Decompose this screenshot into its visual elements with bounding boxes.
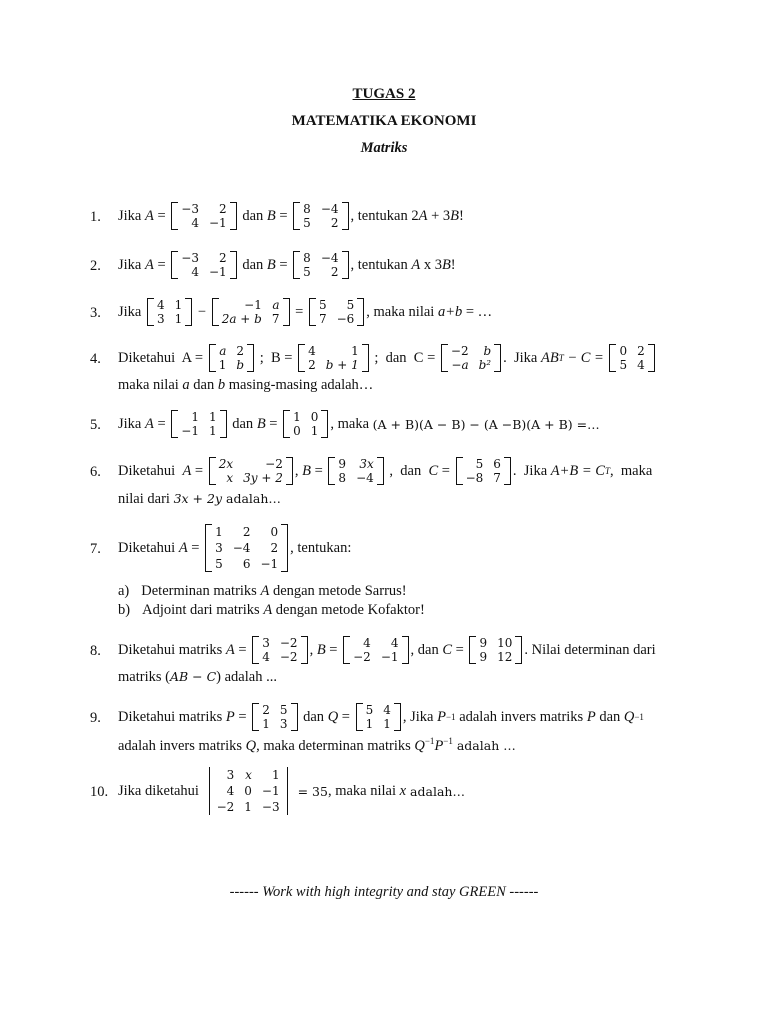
matrix-c: 5 6 −8 7 (456, 457, 511, 485)
question-number: 9. (90, 710, 101, 726)
var: B (302, 462, 311, 479)
text: , maka (610, 462, 653, 479)
text: = (310, 462, 327, 479)
var: A (182, 462, 192, 479)
superscript: T (604, 466, 610, 476)
matrix-a: 1 1 −1 1 (171, 410, 226, 438)
superscript: T (558, 353, 564, 363)
text: = (338, 708, 354, 725)
text: = (325, 641, 342, 658)
var: Q (327, 708, 339, 725)
text: Diketahui matriks (118, 708, 226, 725)
var: P (225, 708, 235, 725)
text: . Jika (512, 462, 551, 479)
var: A (225, 641, 235, 658)
var: A (178, 539, 188, 556)
var: A (144, 415, 154, 432)
question-7b: b) Adjoint dari matriks A dengan metode Kofaktor! (118, 602, 425, 618)
text: Jika (118, 207, 145, 224)
text: = (234, 641, 251, 658)
matrix-b: 4 4 −2 −1 (343, 636, 408, 664)
text: dan (595, 708, 624, 725)
matrix-2: −1 a 2a + b 7 (212, 298, 290, 326)
text: , Jika (402, 708, 438, 725)
question-9-line2: adalah invers matriks Q, maka determinan matriks $Q^{-1}P^{-1}$ adalah … (118, 736, 516, 754)
question-6-line2: nilai dari 3x + 2y adalah… (118, 491, 281, 507)
determinant: 3 x 1 4 0 −1 −2 1 −3 (205, 767, 292, 815)
matrix-a: a 2 1 b (209, 344, 254, 372)
var: B (256, 415, 266, 432)
var: P (586, 708, 596, 725)
var: A (411, 256, 421, 273)
text: ; B = (256, 349, 297, 366)
text: , maka nilai (366, 303, 438, 320)
text: = (265, 415, 282, 432)
topic-title: Matriks (360, 140, 408, 156)
text: + 3 (427, 207, 451, 224)
matrix-a: 2x −2 x 3y + 2 (209, 457, 293, 485)
text: = (291, 303, 307, 320)
text: = … (462, 303, 493, 320)
question-number: 2. (90, 258, 101, 274)
matrix-a: 3 −2 4 −2 (252, 636, 307, 664)
question-number: 10. (90, 784, 109, 800)
var: AB (540, 349, 559, 366)
text: = (234, 708, 251, 725)
question-3 (118, 298, 492, 326)
text: Diketahui matriks (118, 641, 226, 658)
superscript: −1 (445, 712, 456, 722)
text: ! (458, 207, 464, 224)
matrix-3: 5 5 7 −6 (309, 298, 364, 326)
matrix-b: 8 −4 5 2 (293, 202, 348, 230)
text: , tentukan 2 (350, 207, 419, 224)
text: Jika (118, 415, 145, 432)
text: dan (238, 256, 267, 273)
footer-note: ------ Work with high integrity and stay GREEN ------ (229, 884, 539, 900)
text: = (438, 462, 454, 479)
text: Jika diketahui (118, 782, 203, 799)
question-7 (118, 524, 351, 572)
text: dan (238, 207, 267, 224)
text: x 3 (420, 256, 442, 273)
matrix-q: 5 4 1 1 (356, 703, 401, 731)
question-9 (118, 703, 644, 731)
matrix-c: 9 10 9 12 (469, 636, 522, 664)
var: x (399, 782, 407, 799)
var: B (316, 641, 326, 658)
text: dan (228, 415, 257, 432)
text: , (294, 462, 303, 479)
text: , maka nilai (327, 782, 400, 799)
text: ! (450, 256, 456, 273)
question-6 (118, 457, 652, 485)
text: dan (299, 708, 328, 725)
text: ; dan C = (370, 349, 439, 366)
text: , tentukan (350, 256, 412, 273)
text: = (153, 256, 170, 273)
text: = (275, 207, 292, 224)
question-7a: a) Determinan matriks A dengan metode Sarrus! (118, 583, 407, 599)
question-10 (118, 767, 465, 815)
var: B (450, 207, 459, 224)
text: Diketahui A = (118, 349, 207, 366)
question-4-line2: maka nilai a dan b masing-masing adalah… (118, 377, 374, 393)
text: = (153, 207, 170, 224)
matrix-b: 8 −4 5 2 (293, 251, 348, 279)
text: . Jika (503, 349, 541, 366)
var: C (442, 641, 452, 658)
matrix-p: 2 5 1 3 (252, 703, 297, 731)
var: Q (623, 708, 635, 725)
text: , maka (330, 415, 373, 432)
matrix-result: 0 2 5 4 (609, 344, 654, 372)
question-number: 7. (90, 541, 101, 557)
matrix-b: 1 0 0 1 (283, 410, 328, 438)
text: = (452, 641, 468, 658)
var: A (144, 256, 154, 273)
text: Jika (118, 303, 145, 320)
question-number: 8. (90, 643, 101, 659)
text: . Nilai determinan dari (524, 641, 656, 658)
question-4 (118, 344, 657, 372)
matrix-a: 1 2 0 3 −4 2 5 6 −1 (205, 524, 288, 572)
question-8 (118, 636, 656, 664)
question-5 (118, 410, 600, 438)
var: A (144, 207, 154, 224)
subject-title: MATEMATIKA EKONOMI (291, 113, 477, 129)
text: Jika (118, 256, 145, 273)
matrix-c: −2 b −a b² (441, 344, 501, 372)
superscript: −1 (634, 712, 644, 722)
matrix-a: −3 2 4 −1 (171, 251, 236, 279)
var: P (437, 708, 446, 725)
expression: (A + B)(A − B) − (A −B)(A + B) =… (372, 416, 600, 432)
text: , dan (385, 462, 429, 479)
text: − (194, 303, 210, 320)
question-number: 6. (90, 464, 101, 480)
var: B (266, 207, 276, 224)
text: Diketahui (118, 539, 179, 556)
text: − C = (563, 349, 608, 366)
question-number: 3. (90, 305, 101, 321)
question-8-line2: matriks (AB − C) adalah ... (118, 669, 277, 685)
text: , (309, 641, 317, 658)
question-number: 4. (90, 351, 101, 367)
expression: A+B = C (550, 462, 605, 479)
question-1 (118, 202, 464, 230)
question-2 (118, 251, 456, 279)
var: a+b (437, 303, 463, 320)
text: = (153, 415, 170, 432)
var: B (441, 256, 451, 273)
text: Diketahui (118, 462, 183, 479)
text: , dan (410, 641, 443, 658)
question-number: 1. (90, 209, 101, 225)
matrix-1: 4 1 3 1 (147, 298, 192, 326)
matrix-a: −3 2 4 −1 (171, 202, 236, 230)
var: B (266, 256, 276, 273)
matrix-b: 4 1 2 b + 1 (298, 344, 369, 372)
var: A (418, 207, 428, 224)
text: = (275, 256, 292, 273)
matrix-b: 9 3x 8 −4 (328, 457, 383, 485)
text: adalah… (406, 783, 465, 799)
question-number: 5. (90, 417, 101, 433)
text: = 35 (293, 783, 328, 799)
text: = (191, 462, 207, 479)
text: = (187, 539, 204, 556)
page-title: TUGAS 2 (352, 86, 416, 102)
text: , tentukan: (290, 539, 352, 556)
var: C (428, 462, 439, 479)
text: adalah invers matriks (455, 708, 587, 725)
